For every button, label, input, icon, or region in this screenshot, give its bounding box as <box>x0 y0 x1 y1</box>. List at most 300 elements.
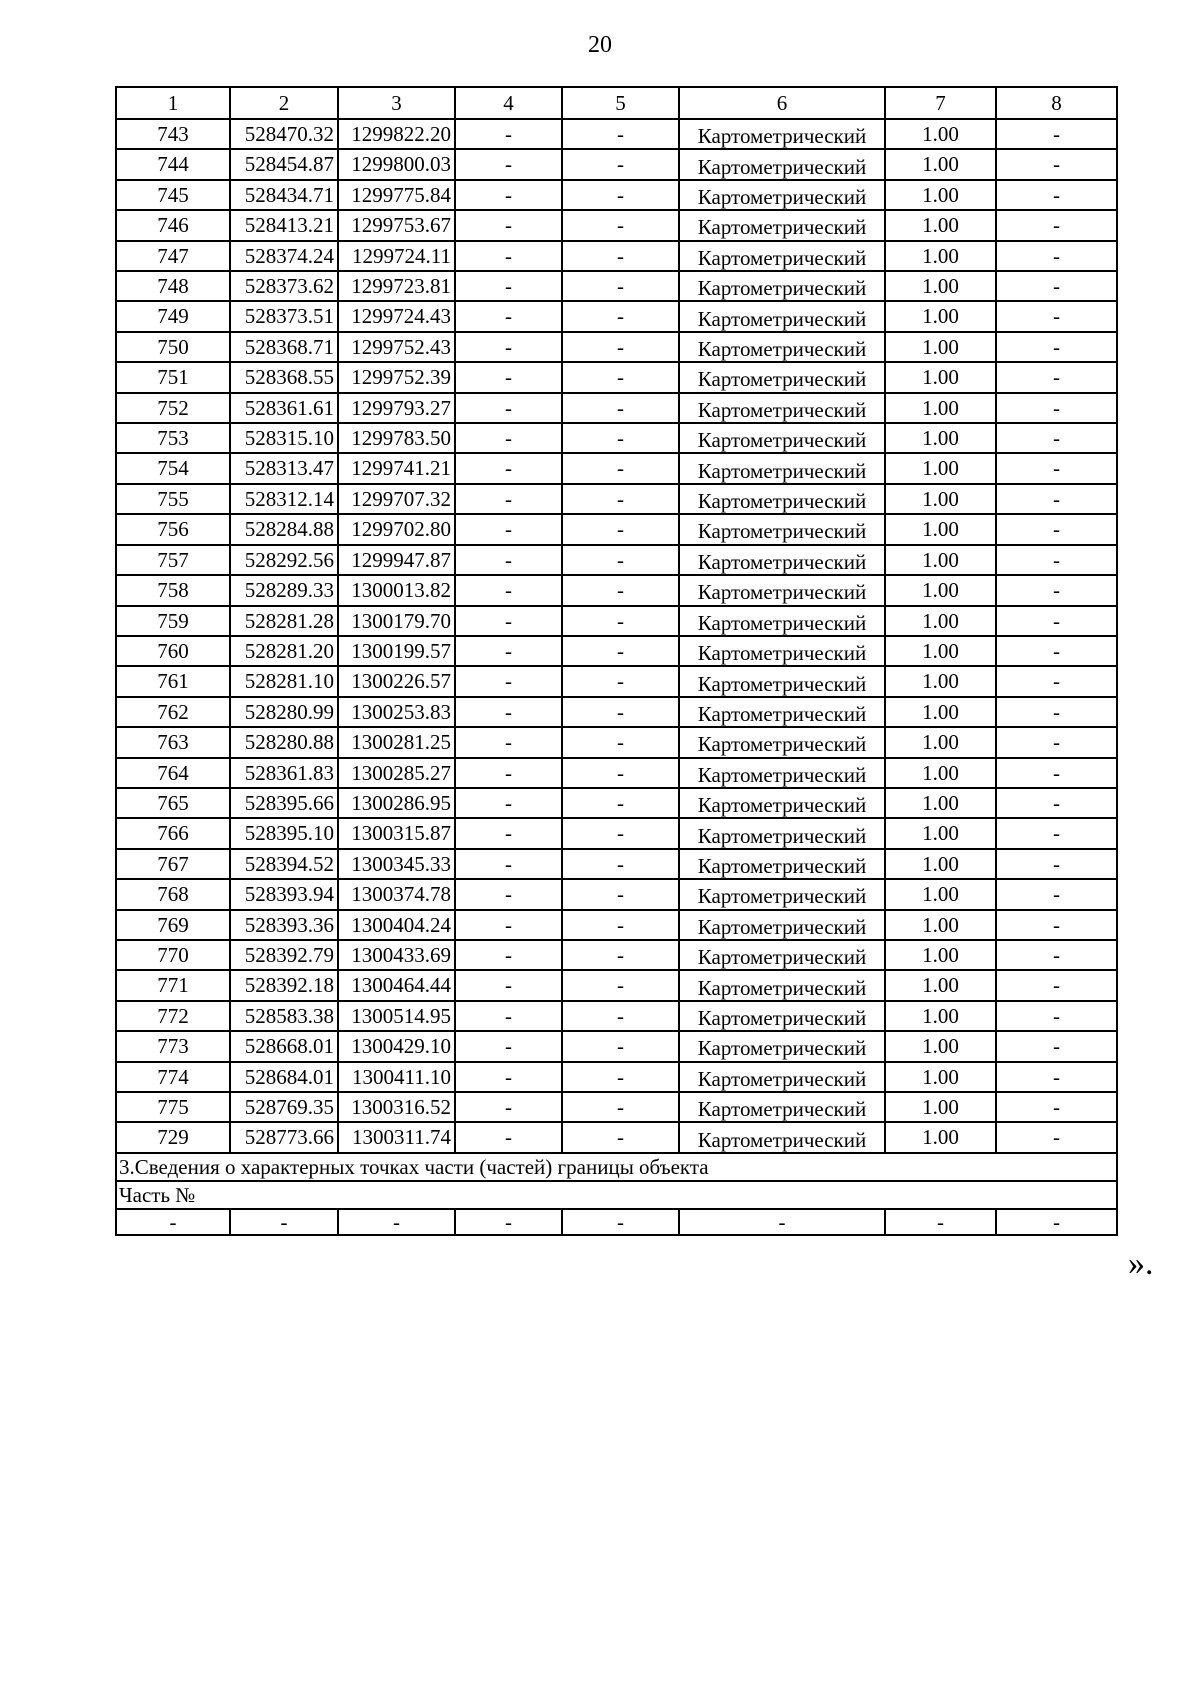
column-5-cell: - <box>562 210 679 240</box>
column-4-cell: - <box>455 301 562 331</box>
y-coordinate-cell: 1300311.74 <box>338 1122 455 1152</box>
x-coordinate-cell: 528413.21 <box>230 210 338 240</box>
method-cell: Картометрический <box>679 545 885 575</box>
column-8-cell: - <box>996 575 1117 605</box>
column-8-cell: - <box>996 271 1117 301</box>
point-number-cell: 771 <box>116 970 230 1000</box>
method-cell: Картометрический <box>679 210 885 240</box>
column-8-cell: - <box>996 453 1117 483</box>
x-coordinate-cell: 528470.32 <box>230 119 338 149</box>
table-cell: - <box>679 1209 885 1235</box>
column-4-cell: - <box>455 697 562 727</box>
precision-cell: 1.00 <box>885 180 996 210</box>
column-8-cell: - <box>996 879 1117 909</box>
column-8-cell: - <box>996 362 1117 392</box>
point-number-cell: 749 <box>116 301 230 331</box>
column-5-cell: - <box>562 1031 679 1061</box>
column-4-cell: - <box>455 1122 562 1152</box>
column-4-cell: - <box>455 575 562 605</box>
column-5-cell: - <box>562 758 679 788</box>
column-8-cell: - <box>996 1092 1117 1122</box>
table-cell: - <box>885 1209 996 1235</box>
y-coordinate-cell: 1299947.87 <box>338 545 455 575</box>
precision-cell: 1.00 <box>885 697 996 727</box>
column-4-cell: - <box>455 727 562 757</box>
column-5-cell: - <box>562 666 679 696</box>
table-row <box>116 180 1117 210</box>
column-header: 8 <box>996 87 1117 119</box>
column-8-cell: - <box>996 758 1117 788</box>
column-8-cell: - <box>996 484 1117 514</box>
table-row <box>116 636 1117 666</box>
table-row <box>116 301 1117 331</box>
x-coordinate-cell: 528454.87 <box>230 149 338 179</box>
column-8-cell: - <box>996 180 1117 210</box>
column-8-cell: - <box>996 301 1117 331</box>
point-number-cell: 775 <box>116 1092 230 1122</box>
column-5-cell: - <box>562 332 679 362</box>
column-4-cell: - <box>455 879 562 909</box>
method-cell: Картометрический <box>679 1001 885 1031</box>
x-coordinate-cell: 528315.10 <box>230 423 338 453</box>
column-5-cell: - <box>562 879 679 909</box>
precision-cell: 1.00 <box>885 332 996 362</box>
x-coordinate-cell: 528281.28 <box>230 606 338 636</box>
method-cell: Картометрический <box>679 606 885 636</box>
table-row <box>116 453 1117 483</box>
part-number-row <box>116 1181 1117 1209</box>
precision-cell: 1.00 <box>885 453 996 483</box>
table-row <box>116 606 1117 636</box>
table-row <box>116 666 1117 696</box>
section-title: 3.Сведения о характерных точках части (частей) границы объекта <box>116 1153 1117 1181</box>
table-row <box>116 362 1117 392</box>
method-cell: Картометрический <box>679 758 885 788</box>
method-cell: Картометрический <box>679 362 885 392</box>
precision-cell: 1.00 <box>885 940 996 970</box>
x-coordinate-cell: 528374.24 <box>230 241 338 271</box>
method-cell: Картометрический <box>679 818 885 848</box>
column-8-cell: - <box>996 910 1117 940</box>
column-8-cell: - <box>996 818 1117 848</box>
point-number-cell: 757 <box>116 545 230 575</box>
precision-cell: 1.00 <box>885 545 996 575</box>
column-8-cell: - <box>996 1031 1117 1061</box>
precision-cell: 1.00 <box>885 119 996 149</box>
precision-cell: 1.00 <box>885 636 996 666</box>
column-5-cell: - <box>562 149 679 179</box>
y-coordinate-cell: 1300374.78 <box>338 879 455 909</box>
x-coordinate-cell: 528684.01 <box>230 1062 338 1092</box>
column-header: 7 <box>885 87 996 119</box>
precision-cell: 1.00 <box>885 1001 996 1031</box>
y-coordinate-cell: 1300433.69 <box>338 940 455 970</box>
x-coordinate-cell: 528312.14 <box>230 484 338 514</box>
table-row <box>116 1001 1117 1031</box>
y-coordinate-cell: 1300253.83 <box>338 697 455 727</box>
method-cell: Картометрический <box>679 332 885 362</box>
x-coordinate-cell: 528769.35 <box>230 1092 338 1122</box>
x-coordinate-cell: 528373.51 <box>230 301 338 331</box>
x-coordinate-cell: 528393.36 <box>230 910 338 940</box>
column-4-cell: - <box>455 332 562 362</box>
y-coordinate-cell: 1300514.95 <box>338 1001 455 1031</box>
y-coordinate-cell: 1300404.24 <box>338 910 455 940</box>
column-8-cell: - <box>996 1122 1117 1152</box>
point-number-cell: 747 <box>116 241 230 271</box>
table-row <box>116 1122 1117 1152</box>
column-5-cell: - <box>562 1001 679 1031</box>
column-8-cell: - <box>996 423 1117 453</box>
table-row <box>116 910 1117 940</box>
table-row <box>116 119 1117 149</box>
x-coordinate-cell: 528361.83 <box>230 758 338 788</box>
method-cell: Картометрический <box>679 484 885 514</box>
x-coordinate-cell: 528281.20 <box>230 636 338 666</box>
point-number-cell: 773 <box>116 1031 230 1061</box>
table-row <box>116 545 1117 575</box>
table-row <box>116 788 1117 818</box>
y-coordinate-cell: 1299707.32 <box>338 484 455 514</box>
column-4-cell: - <box>455 423 562 453</box>
column-8-cell: - <box>996 727 1117 757</box>
method-cell: Картометрический <box>679 180 885 210</box>
column-8-cell: - <box>996 119 1117 149</box>
table-row <box>116 423 1117 453</box>
y-coordinate-cell: 1299800.03 <box>338 149 455 179</box>
method-cell: Картометрический <box>679 697 885 727</box>
table-row <box>116 1031 1117 1061</box>
point-number-cell: 754 <box>116 453 230 483</box>
point-number-cell: 764 <box>116 758 230 788</box>
method-cell: Картометрический <box>679 910 885 940</box>
x-coordinate-cell: 528392.18 <box>230 970 338 1000</box>
method-cell: Картометрический <box>679 119 885 149</box>
method-cell: Картометрический <box>679 393 885 423</box>
column-8-cell: - <box>996 545 1117 575</box>
table-row <box>116 1092 1117 1122</box>
x-coordinate-cell: 528284.88 <box>230 514 338 544</box>
x-coordinate-cell: 528394.52 <box>230 849 338 879</box>
x-coordinate-cell: 528395.10 <box>230 818 338 848</box>
x-coordinate-cell: 528280.99 <box>230 697 338 727</box>
y-coordinate-cell: 1300315.87 <box>338 818 455 848</box>
method-cell: Картометрический <box>679 514 885 544</box>
x-coordinate-cell: 528368.71 <box>230 332 338 362</box>
point-number-cell: 772 <box>116 1001 230 1031</box>
y-coordinate-cell: 1299723.81 <box>338 271 455 301</box>
column-header: 2 <box>230 87 338 119</box>
column-8-cell: - <box>996 970 1117 1000</box>
point-number-cell: 763 <box>116 727 230 757</box>
precision-cell: 1.00 <box>885 362 996 392</box>
table-footer-section <box>116 1153 1117 1235</box>
method-cell: Картометрический <box>679 666 885 696</box>
method-cell: Картометрический <box>679 636 885 666</box>
column-8-cell: - <box>996 666 1117 696</box>
method-cell: Картометрический <box>679 575 885 605</box>
point-number-cell: 746 <box>116 210 230 240</box>
column-4-cell: - <box>455 1031 562 1061</box>
precision-cell: 1.00 <box>885 1092 996 1122</box>
y-coordinate-cell: 1300179.70 <box>338 606 455 636</box>
column-8-cell: - <box>996 636 1117 666</box>
column-8-cell: - <box>996 393 1117 423</box>
column-header: 4 <box>455 87 562 119</box>
table-cell: - <box>562 1209 679 1235</box>
precision-cell: 1.00 <box>885 241 996 271</box>
column-5-cell: - <box>562 818 679 848</box>
column-5-cell: - <box>562 788 679 818</box>
table-row <box>116 575 1117 605</box>
column-header: 5 <box>562 87 679 119</box>
y-coordinate-cell: 1299753.67 <box>338 210 455 240</box>
column-number-row <box>116 87 1117 119</box>
point-number-cell: 760 <box>116 636 230 666</box>
precision-cell: 1.00 <box>885 666 996 696</box>
x-coordinate-cell: 528773.66 <box>230 1122 338 1152</box>
column-5-cell: - <box>562 849 679 879</box>
point-number-cell: 753 <box>116 423 230 453</box>
column-4-cell: - <box>455 849 562 879</box>
precision-cell: 1.00 <box>885 1062 996 1092</box>
x-coordinate-cell: 528434.71 <box>230 180 338 210</box>
column-4-cell: - <box>455 271 562 301</box>
y-coordinate-cell: 1299741.21 <box>338 453 455 483</box>
column-header: 1 <box>116 87 230 119</box>
x-coordinate-cell: 528289.33 <box>230 575 338 605</box>
precision-cell: 1.00 <box>885 758 996 788</box>
column-4-cell: - <box>455 788 562 818</box>
table-body <box>116 87 1117 1153</box>
method-cell: Картометрический <box>679 241 885 271</box>
method-cell: Картометрический <box>679 453 885 483</box>
column-4-cell: - <box>455 180 562 210</box>
page-number: 20 <box>588 32 612 58</box>
y-coordinate-cell: 1299702.80 <box>338 514 455 544</box>
y-coordinate-cell: 1300226.57 <box>338 666 455 696</box>
column-5-cell: - <box>562 940 679 970</box>
column-8-cell: - <box>996 210 1117 240</box>
precision-cell: 1.00 <box>885 149 996 179</box>
precision-cell: 1.00 <box>885 910 996 940</box>
table-cell: - <box>455 1209 562 1235</box>
column-4-cell: - <box>455 362 562 392</box>
point-number-cell: 744 <box>116 149 230 179</box>
table-row <box>116 970 1117 1000</box>
x-coordinate-cell: 528373.62 <box>230 271 338 301</box>
table-row <box>116 697 1117 727</box>
column-8-cell: - <box>996 788 1117 818</box>
column-5-cell: - <box>562 1122 679 1152</box>
column-8-cell: - <box>996 697 1117 727</box>
column-5-cell: - <box>562 271 679 301</box>
x-coordinate-cell: 528368.55 <box>230 362 338 392</box>
precision-cell: 1.00 <box>885 1122 996 1152</box>
column-5-cell: - <box>562 545 679 575</box>
column-4-cell: - <box>455 241 562 271</box>
column-4-cell: - <box>455 210 562 240</box>
point-number-cell: 743 <box>116 119 230 149</box>
y-coordinate-cell: 1299724.43 <box>338 301 455 331</box>
column-5-cell: - <box>562 727 679 757</box>
y-coordinate-cell: 1300316.52 <box>338 1092 455 1122</box>
column-5-cell: - <box>562 970 679 1000</box>
column-8-cell: - <box>996 849 1117 879</box>
column-4-cell: - <box>455 1001 562 1031</box>
column-4-cell: - <box>455 606 562 636</box>
column-4-cell: - <box>455 940 562 970</box>
column-5-cell: - <box>562 484 679 514</box>
point-number-cell: 745 <box>116 180 230 210</box>
x-coordinate-cell: 528393.94 <box>230 879 338 909</box>
column-4-cell: - <box>455 818 562 848</box>
column-4-cell: - <box>455 758 562 788</box>
column-4-cell: - <box>455 484 562 514</box>
empty-part-row <box>116 1209 1117 1235</box>
column-5-cell: - <box>562 575 679 605</box>
column-4-cell: - <box>455 149 562 179</box>
y-coordinate-cell: 1300281.25 <box>338 727 455 757</box>
column-4-cell: - <box>455 514 562 544</box>
y-coordinate-cell: 1300464.44 <box>338 970 455 1000</box>
column-8-cell: - <box>996 940 1117 970</box>
column-5-cell: - <box>562 910 679 940</box>
method-cell: Картометрический <box>679 1092 885 1122</box>
closing-quote: ». <box>1128 1245 1154 1282</box>
column-8-cell: - <box>996 514 1117 544</box>
y-coordinate-cell: 1299793.27 <box>338 393 455 423</box>
point-number-cell: 756 <box>116 514 230 544</box>
y-coordinate-cell: 1299822.20 <box>338 119 455 149</box>
point-number-cell: 750 <box>116 332 230 362</box>
precision-cell: 1.00 <box>885 879 996 909</box>
column-8-cell: - <box>996 241 1117 271</box>
column-5-cell: - <box>562 514 679 544</box>
column-5-cell: - <box>562 1062 679 1092</box>
table-row <box>116 484 1117 514</box>
column-5-cell: - <box>562 697 679 727</box>
precision-cell: 1.00 <box>885 1031 996 1061</box>
point-number-cell: 759 <box>116 606 230 636</box>
precision-cell: 1.00 <box>885 818 996 848</box>
y-coordinate-cell: 1299724.11 <box>338 241 455 271</box>
precision-cell: 1.00 <box>885 849 996 879</box>
y-coordinate-cell: 1300199.57 <box>338 636 455 666</box>
column-4-cell: - <box>455 970 562 1000</box>
column-8-cell: - <box>996 1062 1117 1092</box>
column-8-cell: - <box>996 149 1117 179</box>
precision-cell: 1.00 <box>885 271 996 301</box>
y-coordinate-cell: 1300285.27 <box>338 758 455 788</box>
column-8-cell: - <box>996 332 1117 362</box>
precision-cell: 1.00 <box>885 423 996 453</box>
table-row <box>116 879 1117 909</box>
column-4-cell: - <box>455 393 562 423</box>
precision-cell: 1.00 <box>885 393 996 423</box>
table-cell: - <box>230 1209 338 1235</box>
table-row <box>116 393 1117 423</box>
point-number-cell: 768 <box>116 879 230 909</box>
precision-cell: 1.00 <box>885 514 996 544</box>
column-8-cell: - <box>996 1001 1117 1031</box>
x-coordinate-cell: 528281.10 <box>230 666 338 696</box>
x-coordinate-cell: 528395.66 <box>230 788 338 818</box>
column-4-cell: - <box>455 636 562 666</box>
column-5-cell: - <box>562 362 679 392</box>
x-coordinate-cell: 528583.38 <box>230 1001 338 1031</box>
point-number-cell: 729 <box>116 1122 230 1152</box>
method-cell: Картометрический <box>679 788 885 818</box>
point-number-cell: 751 <box>116 362 230 392</box>
method-cell: Картометрический <box>679 970 885 1000</box>
precision-cell: 1.00 <box>885 606 996 636</box>
precision-cell: 1.00 <box>885 788 996 818</box>
column-header: 3 <box>338 87 455 119</box>
point-number-cell: 766 <box>116 818 230 848</box>
table-row <box>116 940 1117 970</box>
x-coordinate-cell: 528361.61 <box>230 393 338 423</box>
method-cell: Картометрический <box>679 271 885 301</box>
table-row <box>116 514 1117 544</box>
table-cell: - <box>116 1209 230 1235</box>
column-header: 6 <box>679 87 885 119</box>
y-coordinate-cell: 1300411.10 <box>338 1062 455 1092</box>
method-cell: Картометрический <box>679 727 885 757</box>
method-cell: Картометрический <box>679 301 885 331</box>
precision-cell: 1.00 <box>885 301 996 331</box>
column-5-cell: - <box>562 636 679 666</box>
precision-cell: 1.00 <box>885 970 996 1000</box>
table-row <box>116 271 1117 301</box>
point-number-cell: 762 <box>116 697 230 727</box>
column-5-cell: - <box>562 180 679 210</box>
point-number-cell: 767 <box>116 849 230 879</box>
precision-cell: 1.00 <box>885 575 996 605</box>
y-coordinate-cell: 1299775.84 <box>338 180 455 210</box>
boundary-points-table <box>115 86 1118 1236</box>
point-number-cell: 769 <box>116 910 230 940</box>
y-coordinate-cell: 1300429.10 <box>338 1031 455 1061</box>
point-number-cell: 752 <box>116 393 230 423</box>
point-number-cell: 774 <box>116 1062 230 1092</box>
column-4-cell: - <box>455 666 562 696</box>
method-cell: Картометрический <box>679 423 885 453</box>
table-row <box>116 149 1117 179</box>
column-5-cell: - <box>562 1092 679 1122</box>
point-number-cell: 770 <box>116 940 230 970</box>
column-5-cell: - <box>562 393 679 423</box>
precision-cell: 1.00 <box>885 484 996 514</box>
x-coordinate-cell: 528668.01 <box>230 1031 338 1061</box>
table-row <box>116 241 1117 271</box>
y-coordinate-cell: 1299783.50 <box>338 423 455 453</box>
column-4-cell: - <box>455 1062 562 1092</box>
part-number-label: Часть № <box>116 1181 1117 1209</box>
x-coordinate-cell: 528392.79 <box>230 940 338 970</box>
method-cell: Картометрический <box>679 1122 885 1152</box>
y-coordinate-cell: 1300013.82 <box>338 575 455 605</box>
y-coordinate-cell: 1300286.95 <box>338 788 455 818</box>
table-row <box>116 818 1117 848</box>
x-coordinate-cell: 528280.88 <box>230 727 338 757</box>
table-cell: - <box>996 1209 1117 1235</box>
point-number-cell: 765 <box>116 788 230 818</box>
method-cell: Картометрический <box>679 1062 885 1092</box>
point-number-cell: 748 <box>116 271 230 301</box>
y-coordinate-cell: 1299752.43 <box>338 332 455 362</box>
point-number-cell: 755 <box>116 484 230 514</box>
